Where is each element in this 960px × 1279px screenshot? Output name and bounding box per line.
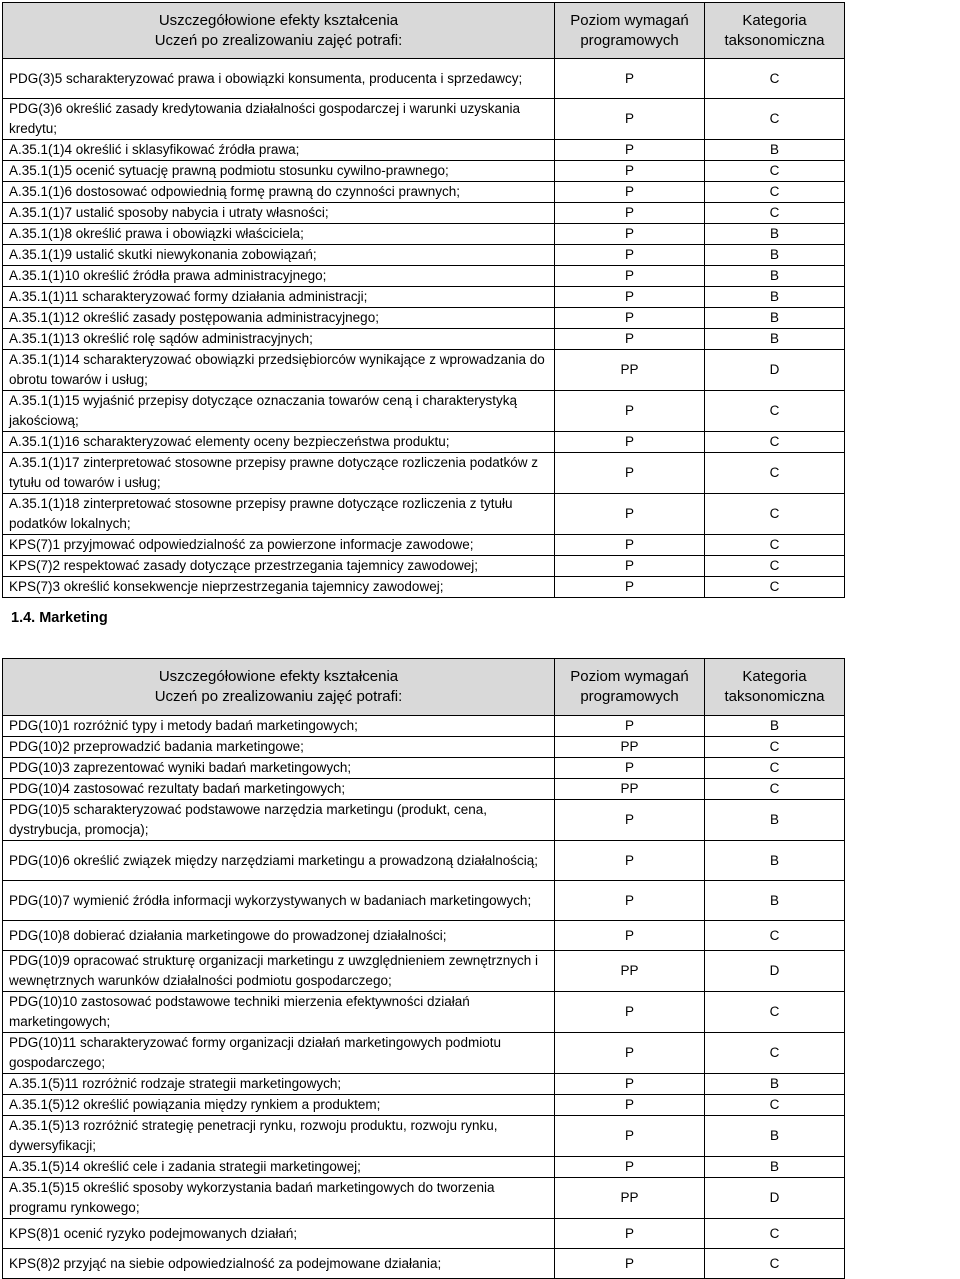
table-row — [3, 245, 845, 266]
table-row — [3, 161, 845, 182]
table-row — [3, 841, 845, 881]
taxonomy-category: B — [705, 841, 845, 881]
section-heading: 1.4. Marketing — [11, 610, 108, 626]
taxonomy-category: D — [705, 1178, 845, 1219]
requirement-level: P — [555, 1157, 705, 1178]
requirement-level: P — [555, 881, 705, 921]
requirement-level: PP — [555, 737, 705, 758]
learning-outcome: A.35.1(1)10 określić źródła prawa administracyjnego; — [3, 266, 555, 287]
requirement-level: P — [555, 245, 705, 266]
learning-outcome: PDG(10)3 zaprezentować wyniki badań marketingowych; — [3, 758, 555, 779]
header-category: Kategoria taksonomiczna — [705, 659, 845, 716]
requirement-level: P — [555, 224, 705, 245]
learning-outcome: KPS(7)3 określić konsekwencje nieprzestrzegania tajemnicy zawodowej; — [3, 577, 555, 598]
taxonomy-category: C — [705, 203, 845, 224]
learning-outcome: A.35.1(1)7 ustalić sposoby nabycia i utraty własności; — [3, 203, 555, 224]
table-row — [3, 1116, 845, 1157]
learning-outcome: A.35.1(1)4 określić i sklasyfikować źródła prawa; — [3, 140, 555, 161]
learning-outcome: A.35.1(1)14 scharakteryzować obowiązki przedsiębiorców wynikające z wprowadzania do obrotu towarów i usług; — [3, 350, 555, 391]
requirement-level: P — [555, 556, 705, 577]
taxonomy-category: C — [705, 161, 845, 182]
taxonomy-category: B — [705, 224, 845, 245]
requirement-level: PP — [555, 350, 705, 391]
header-category: Kategoria taksonomiczna — [705, 3, 845, 59]
taxonomy-category: C — [705, 556, 845, 577]
learning-outcome: PDG(10)10 zastosować podstawowe techniki mierzenia efektywności działań marketingowych; — [3, 992, 555, 1033]
requirement-level: P — [555, 329, 705, 350]
taxonomy-category: C — [705, 1219, 845, 1249]
learning-outcome: A.35.1(5)13 rozróżnić strategię penetracji rynku, rozwoju produktu, rozwoju rynku, dywersyfikacji; — [3, 1116, 555, 1157]
learning-outcome: PDG(10)7 wymienić źródła informacji wykorzystywanych w badaniach marketingowych; — [3, 881, 555, 921]
requirement-level: P — [555, 453, 705, 494]
table-row — [3, 224, 845, 245]
taxonomy-category: C — [705, 494, 845, 535]
table-row — [3, 881, 845, 921]
learning-outcome: A.35.1(1)9 ustalić skutki niewykonania zobowiązań; — [3, 245, 555, 266]
taxonomy-category: C — [705, 1249, 845, 1279]
requirement-level: P — [555, 716, 705, 737]
learning-outcome: A.35.1(1)16 scharakteryzować elementy oceny bezpieczeństwa produktu; — [3, 432, 555, 453]
learning-outcome: KPS(8)1 ocenić ryzyko podejmowanych działań; — [3, 1219, 555, 1249]
learning-outcome: PDG(3)6 określić zasady kredytowania działalności gospodarczej i warunki uzyskania kredytu; — [3, 99, 555, 140]
header-outcomes: Uszczegółowione efekty kształcenia Uczeń po zrealizowaniu zajęć potrafi: — [3, 659, 555, 716]
table-row — [3, 391, 845, 432]
header-row — [3, 3, 845, 59]
learning-outcome: A.35.1(5)12 określić powiązania między rynkiem a produktem; — [3, 1095, 555, 1116]
requirement-level: P — [555, 1074, 705, 1095]
table-row — [3, 716, 845, 737]
requirement-level: P — [555, 432, 705, 453]
requirement-level: P — [555, 535, 705, 556]
taxonomy-category: B — [705, 329, 845, 350]
learning-outcome: A.35.1(1)8 określić prawa i obowiązki właściciela; — [3, 224, 555, 245]
table-row — [3, 350, 845, 391]
taxonomy-category: C — [705, 1033, 845, 1074]
learning-outcome: KPS(8)2 przyjąć na siebie odpowiedzialność za podejmowane działania; — [3, 1249, 555, 1279]
learning-outcome: A.35.1(1)13 określić rolę sądów administracyjnych; — [3, 329, 555, 350]
learning-outcome: KPS(7)2 respektować zasady dotyczące przestrzegania tajemnicy zawodowej; — [3, 556, 555, 577]
table-row — [3, 577, 845, 598]
taxonomy-category: D — [705, 951, 845, 992]
table-row — [3, 287, 845, 308]
taxonomy-category: C — [705, 391, 845, 432]
taxonomy-category: B — [705, 1116, 845, 1157]
learning-outcome: PDG(3)5 scharakteryzować prawa i obowiązki konsumenta, producenta i sprzedawcy; — [3, 59, 555, 99]
taxonomy-category: C — [705, 577, 845, 598]
requirement-level: P — [555, 1033, 705, 1074]
learning-outcome: A.35.1(1)15 wyjaśnić przepisy dotyczące oznaczania towarów ceną i charakterystyką jakościową; — [3, 391, 555, 432]
requirement-level: PP — [555, 951, 705, 992]
requirement-level: P — [555, 577, 705, 598]
learning-outcome: A.35.1(1)5 ocenić sytuację prawną podmiotu stosunku cywilno-prawnego; — [3, 161, 555, 182]
requirement-level: PP — [555, 779, 705, 800]
table-row — [3, 453, 845, 494]
table-row — [3, 266, 845, 287]
taxonomy-category: C — [705, 737, 845, 758]
learning-outcome: KPS(7)1 przyjmować odpowiedzialność za powierzone informacje zawodowe; — [3, 535, 555, 556]
learning-outcome: PDG(10)2 przeprowadzić badania marketingowe; — [3, 737, 555, 758]
requirement-level: P — [555, 1116, 705, 1157]
taxonomy-category: B — [705, 716, 845, 737]
table-row — [3, 140, 845, 161]
requirement-level: P — [555, 59, 705, 99]
requirement-level: P — [555, 758, 705, 779]
table-row — [3, 1095, 845, 1116]
taxonomy-category: B — [705, 140, 845, 161]
taxonomy-category: B — [705, 1157, 845, 1178]
taxonomy-category: C — [705, 921, 845, 951]
table-row — [3, 951, 845, 992]
taxonomy-category: B — [705, 308, 845, 329]
table-row — [3, 737, 845, 758]
taxonomy-category: C — [705, 432, 845, 453]
learning-outcome: A.35.1(5)15 określić sposoby wykorzystania badań marketingowych do tworzenia programu rynkowego; — [3, 1178, 555, 1219]
taxonomy-category: C — [705, 99, 845, 140]
taxonomy-category: B — [705, 245, 845, 266]
requirement-level: P — [555, 161, 705, 182]
taxonomy-category: C — [705, 992, 845, 1033]
table-row — [3, 308, 845, 329]
requirements-table-2 — [2, 658, 845, 1279]
taxonomy-category: C — [705, 1095, 845, 1116]
taxonomy-category: B — [705, 800, 845, 841]
table-row — [3, 329, 845, 350]
learning-outcome: PDG(10)1 rozróżnić typy i metody badań marketingowych; — [3, 716, 555, 737]
learning-outcome: A.35.1(1)17 zinterpretować stosowne przepisy prawne dotyczące rozliczenia podatków z tytułu od towarów i usług; — [3, 453, 555, 494]
table-row — [3, 1074, 845, 1095]
learning-outcome: A.35.1(5)11 rozróżnić rodzaje strategii marketingowych; — [3, 1074, 555, 1095]
learning-outcome: PDG(10)9 opracować strukturę organizacji marketingu z uwzględnieniem zewnętrznych i wewnętrznych warunków działalności podmiotu gospodarczego; — [3, 951, 555, 992]
learning-outcome: A.35.1(5)14 określić cele i zadania strategii marketingowej; — [3, 1157, 555, 1178]
requirements-table-1 — [2, 2, 845, 598]
requirement-level: P — [555, 841, 705, 881]
taxonomy-category: C — [705, 758, 845, 779]
requirement-level: P — [555, 1219, 705, 1249]
taxonomy-category: B — [705, 881, 845, 921]
taxonomy-category: D — [705, 350, 845, 391]
requirement-level: P — [555, 1249, 705, 1279]
table-row — [3, 1219, 845, 1249]
requirement-level: P — [555, 308, 705, 329]
table-row — [3, 779, 845, 800]
taxonomy-category: B — [705, 1074, 845, 1095]
taxonomy-category: B — [705, 266, 845, 287]
learning-outcome: A.35.1(1)6 dostosować odpowiednią formę prawną do czynności prawnych; — [3, 182, 555, 203]
table-row — [3, 1157, 845, 1178]
learning-outcome: PDG(10)11 scharakteryzować formy organizacji działań marketingowych podmiotu gospodarczego; — [3, 1033, 555, 1074]
table-row — [3, 182, 845, 203]
taxonomy-category: B — [705, 287, 845, 308]
learning-outcome: A.35.1(1)18 zinterpretować stosowne przepisy prawne dotyczące rozliczenia z tytułu podatków lokalnych; — [3, 494, 555, 535]
requirement-level: P — [555, 800, 705, 841]
requirement-level: P — [555, 203, 705, 224]
table-row — [3, 1178, 845, 1219]
learning-outcome: A.35.1(1)12 określić zasady postępowania administracyjnego; — [3, 308, 555, 329]
requirement-level: P — [555, 494, 705, 535]
table-row — [3, 556, 845, 577]
table-row — [3, 203, 845, 224]
requirement-level: P — [555, 1095, 705, 1116]
header-row — [3, 659, 845, 716]
taxonomy-category: C — [705, 453, 845, 494]
requirement-level: P — [555, 266, 705, 287]
requirement-level: P — [555, 287, 705, 308]
taxonomy-category: C — [705, 59, 845, 99]
learning-outcome: PDG(10)4 zastosować rezultaty badań marketingowych; — [3, 779, 555, 800]
learning-outcome: PDG(10)5 scharakteryzować podstawowe narzędzia marketingu (produkt, cena, dystrybucja, promocja); — [3, 800, 555, 841]
table-row — [3, 992, 845, 1033]
table-row — [3, 494, 845, 535]
requirement-level: P — [555, 992, 705, 1033]
taxonomy-category: C — [705, 779, 845, 800]
table-row — [3, 59, 845, 99]
learning-outcome: PDG(10)8 dobierać działania marketingowe do prowadzonej działalności; — [3, 921, 555, 951]
header-level: Poziom wymagań programowych — [555, 659, 705, 716]
requirement-level: P — [555, 921, 705, 951]
learning-outcome: A.35.1(1)11 scharakteryzować formy działania administracji; — [3, 287, 555, 308]
table-row — [3, 432, 845, 453]
table-row — [3, 800, 845, 841]
table-row — [3, 99, 845, 140]
header-outcomes: Uszczegółowione efekty kształcenia Uczeń po zrealizowaniu zajęć potrafi: — [3, 3, 555, 59]
header-level: Poziom wymagań programowych — [555, 3, 705, 59]
taxonomy-category: C — [705, 182, 845, 203]
table-row — [3, 758, 845, 779]
table-row — [3, 1033, 845, 1074]
table-row — [3, 535, 845, 556]
learning-outcome: PDG(10)6 określić związek między narzędziami marketingu a prowadzoną działalnością; — [3, 841, 555, 881]
requirement-level: P — [555, 99, 705, 140]
requirement-level: P — [555, 391, 705, 432]
requirement-level: P — [555, 182, 705, 203]
taxonomy-category: C — [705, 535, 845, 556]
requirement-level: P — [555, 140, 705, 161]
requirement-level: PP — [555, 1178, 705, 1219]
table-row — [3, 921, 845, 951]
